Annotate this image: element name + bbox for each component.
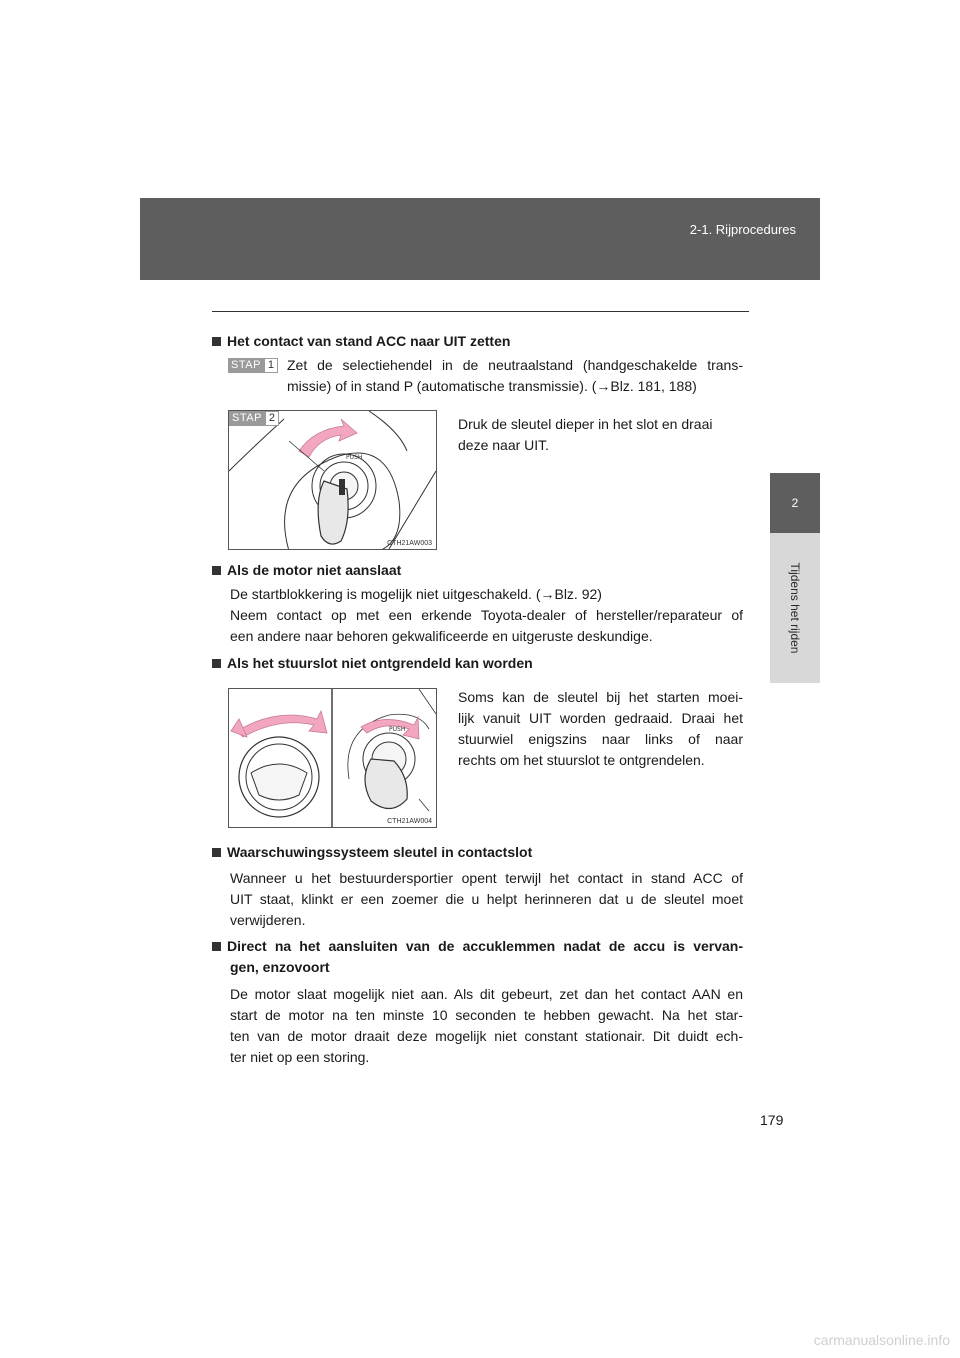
heading-engine-not-start: Als de motor niet aanslaat [212,560,401,581]
key-warning-line1: Wanneer u het bestuurdersportier opent terwijl het contact in stand ACC of [230,870,743,886]
heading-bullet [212,942,221,951]
battery-line3: ten van de motor draait deze mogelijk niet constant stationair. Dit duidt ech- [230,1028,743,1044]
steering-wheel-figure [228,688,437,828]
chapter-number-tab: 2 [770,473,820,533]
step-2-badge: STAP 2 [229,411,279,426]
steering-text-line1: Soms kan de sleutel bij het starten moei- [458,689,743,705]
heading-battery-line2: gen, enzovoort [230,959,330,975]
heading-bullet [212,848,221,857]
chapter-title: Tijdens het rijden [788,562,802,654]
steering-wheel-illustration [229,689,436,827]
heading-bullet [212,566,221,575]
chapter-title-tab [770,533,820,683]
battery-line2: start de motor na ten minste 10 seconden te hebben gewacht. Na het star- [230,1007,743,1023]
heading-steering-lock: Als het stuurslot niet ontgrendeld kan worden [212,653,533,674]
header-band [140,198,820,280]
engine-text-line2: Neem contact op met een erkende Toyota-dealer of hersteller/reparateur of [230,607,743,623]
heading-acc-off: Het contact van stand ACC naar UIT zetten [212,331,510,352]
battery-line4: ter niet op een storing. [230,1049,370,1065]
key-warning-line3: verwijderen. [230,912,306,928]
watermark: carmanualsonline.info [813,1332,950,1348]
ignition-key-figure [228,410,437,550]
figure-code: CTH21AW003 [387,540,432,547]
step-2-text-line2: deze naar UIT. [458,437,550,453]
engine-text-line1: De startblokkering is mogelijk niet uitgeschakeld. (→Blz. 92) [230,586,602,602]
step-1-badge: STAP 1 [228,358,278,373]
steering-text-line2: lijk vanuit UIT worden gedraaid. Draai het [458,710,743,726]
step-1-text-line1: Zet de selectiehendel in de neutraalstand (handgeschakelde trans- [287,357,743,373]
top-divider [212,311,749,312]
step-2-text-line1: Druk de sleutel dieper in het slot en draai [458,416,713,432]
ignition-key-illustration [229,411,436,549]
key-warning-line2: UIT staat, klinkt er een zoemer die u helpt herinneren dat u de sleutel moet [230,891,743,907]
heading-key-warning: Waarschuwingssysteem sleutel in contactslot [212,842,532,863]
heading-bullet [212,337,221,346]
engine-text-line3: een andere naar behoren gekwalificeerde en uitgeruste deskundige. [230,628,653,644]
steering-text-line3: stuurwiel enigszins naar links of naar [458,731,743,747]
section-label: 2-1. Rijprocedures [689,222,796,237]
battery-line1: De motor slaat mogelijk niet aan. Als dit gebeurt, zet dan het contact AAN en [230,986,743,1002]
steering-text-line4: rechts om het stuurslot te ontgrendelen. [458,752,705,768]
page-number: 179 [760,1112,784,1128]
svg-text:PUSH: PUSH [346,454,363,461]
svg-text:PUSH: PUSH [389,726,406,733]
step-1-text-line2: missie) of in stand P (automatische transmissie). (→Blz. 181, 188) [287,378,697,394]
heading-bullet [212,659,221,668]
heading-battery-line1: Direct na het aansluiten van de accuklemmen nadat de accu is vervan- [212,936,743,957]
figure-code: CTH21AW004 [387,818,432,825]
